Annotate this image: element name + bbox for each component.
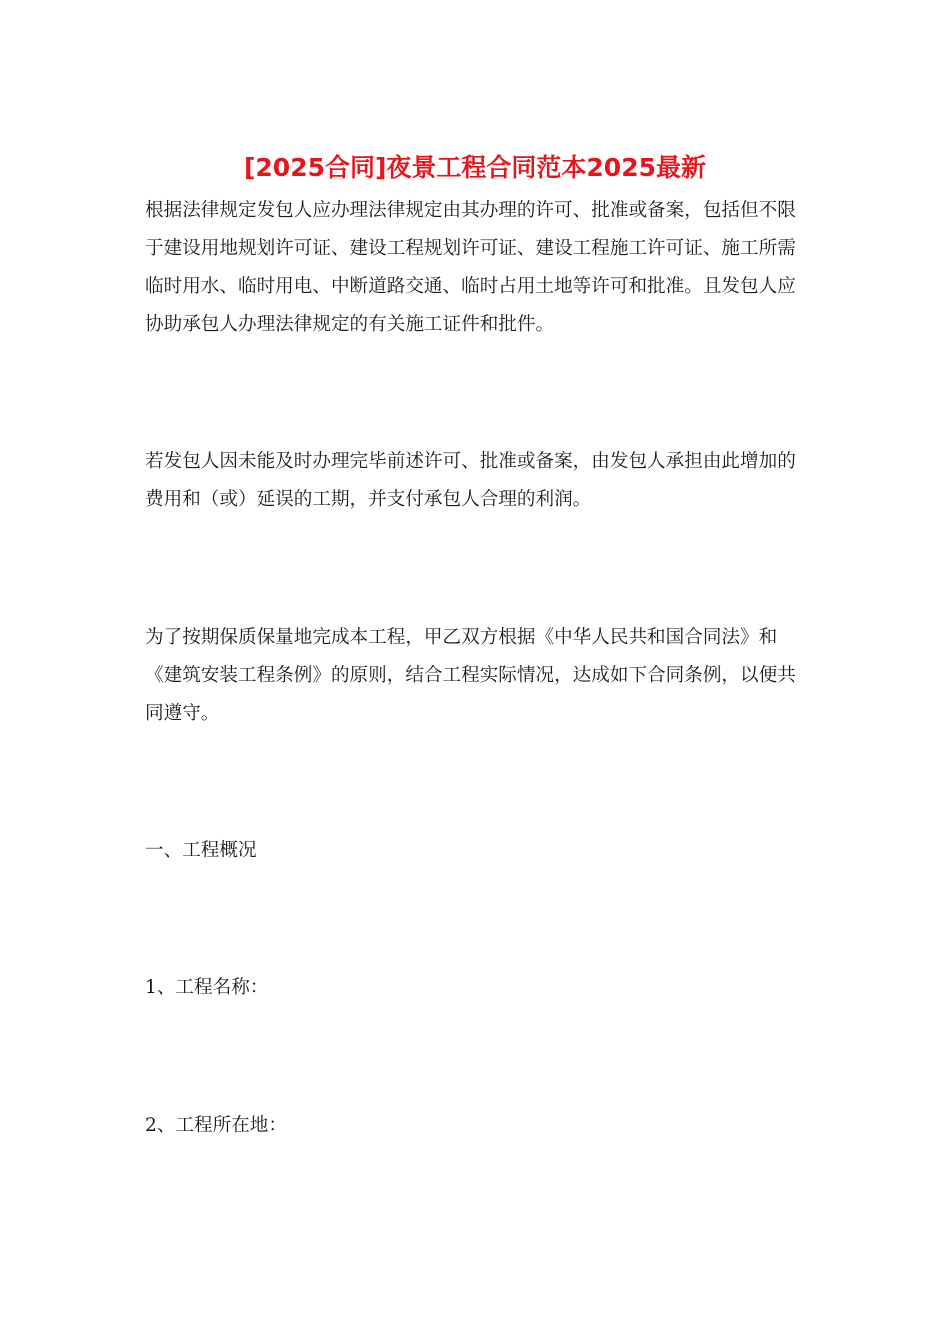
section-heading-project-overview: 一、工程概况 <box>145 840 257 861</box>
paragraph-permits: 根据法律规定发包人应办理法律规定由其办理的许可、批准或备案，包括但不限于建设用地规划许可证、建设工程规划许可证、建设工程施工许可证、施工所需临时用水、临时用电、中断道路交通、临时占用土地等许可和批准。且发包人应协助承包人办理法律规定的有关施工证件和批件。 <box>145 200 796 335</box>
paragraph-agreement: 为了按期保质保量地完成本工程，甲乙双方根据《中华人民共和国合同法》和《建筑安装工程条例》的原则，结合工程实际情况，达成如下合同条例，以便共同遵守。 <box>145 627 796 724</box>
field-project-name: 1、工程名称： <box>145 977 269 998</box>
field-project-location: 2、工程所在地： <box>145 1115 287 1136</box>
paragraph-liability: 若发包人因未能及时办理完毕前述许可、批准或备案，由发包人承担由此增加的费用和（或）延误的工期，并支付承包人合理的利润。 <box>145 451 796 510</box>
document-title: [2025合同]夜景工程合同范本2025最新 <box>243 153 706 182</box>
